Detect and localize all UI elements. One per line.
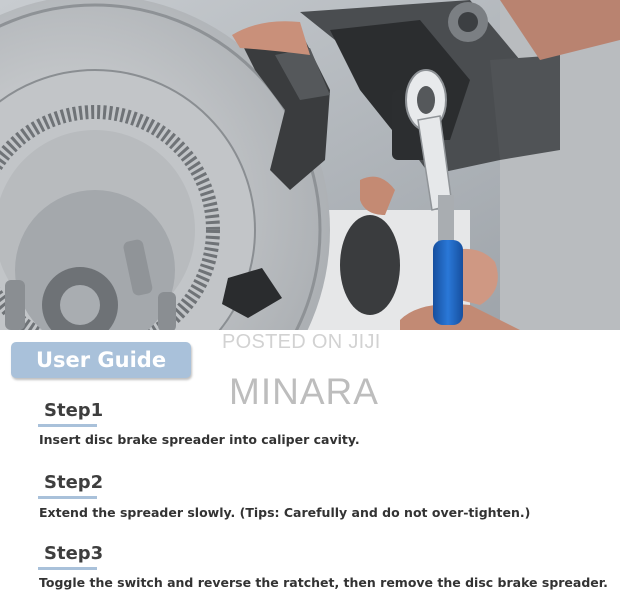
step-2-text: Extend the spreader slowly. (Tips: Carefully and do not over-tighten.) [39, 505, 531, 520]
caster-wheel [340, 215, 400, 315]
step-1-text: Insert disc brake spreader into caliper cavity. [39, 432, 360, 447]
step-3-underline [38, 567, 97, 570]
step-3-text: Toggle the switch and reverse the ratchet, then remove the disc brake spreader. [39, 575, 608, 590]
step-1-title: Step1 [44, 400, 104, 421]
watermark-posted-on: POSTED ON JIJI [222, 331, 381, 353]
step-2-title: Step2 [44, 472, 104, 493]
user-guide-badge [11, 342, 191, 378]
watermark-seller: MINARA [229, 371, 379, 412]
step-3-title: Step3 [44, 543, 104, 564]
step-1-underline [38, 424, 97, 427]
step-2-underline [38, 496, 97, 499]
user-guide-label: User Guide [35, 348, 167, 372]
